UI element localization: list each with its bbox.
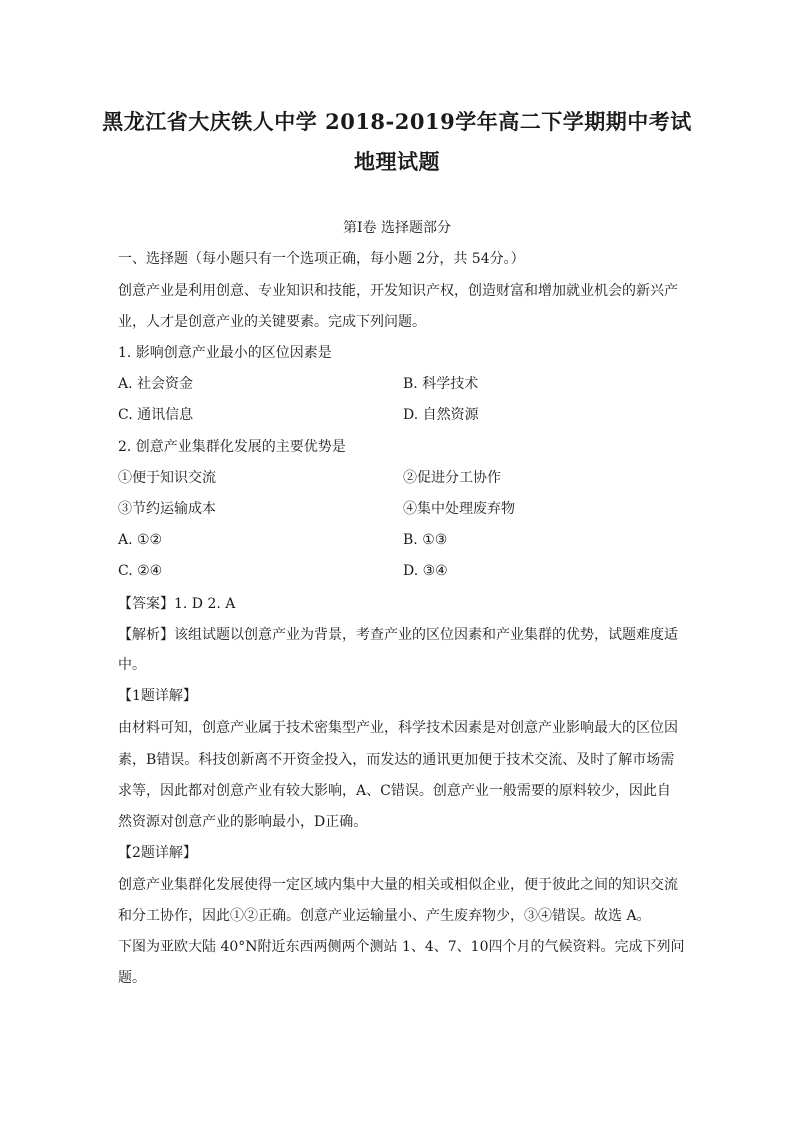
document-subtitle: 地理试题 (354, 149, 440, 174)
question-2-option-d: D. ③④ (403, 563, 448, 579)
detail-1-line-4: 然资源对创意产业的影响最小，D正确。 (118, 814, 368, 830)
detail-2-line-2: 和分工协作，因此①②正确。创意产业运输量小、产生废弃物少，③④错误。故选 A。 (118, 908, 651, 924)
answer-line: 【答案】1. D 2. A (118, 596, 236, 612)
question-1-option-d: D. 自然资源 (403, 407, 479, 423)
analysis-line-1: 【解析】该组试题以创意产业为背景，考查产业的区位因素和产业集群的优势，试题难度适 (118, 627, 678, 643)
analysis-line-2: 中。 (118, 657, 146, 673)
detail-1-line-3: 求等，因此都对创意产业有较大影响，A、C错误。创意产业一般需要的原料较少，因此自 (118, 783, 671, 799)
question-1-option-c: C. 通讯信息 (118, 407, 194, 423)
question-2-statement-3: ③节约运输成本 (118, 501, 216, 517)
intro-line-2: 业，人才是创意产业的关键要素。完成下列问题。 (118, 314, 426, 330)
question-1-option-b: B. 科学技术 (403, 376, 479, 392)
detail-2-heading: 【2题详解】 (118, 845, 197, 861)
part-heading: 一、选择题（每小题只有一个选项正确，每小题 2分，共 54分。） (118, 251, 525, 267)
section-heading: 第Ⅰ卷 选择题部分 (343, 220, 451, 236)
question-2-stem: 2. 创意产业集群化发展的主要优势是 (118, 439, 346, 455)
detail-2-line-1: 创意产业集群化发展使得一定区域内集中大量的相关或相似企业，便于彼此之间的知识交流 (118, 877, 678, 893)
document-title: 黑龙江省大庆铁人中学 2018-2019学年高二下学期期中考试 (102, 109, 692, 134)
question-2-statement-4: ④集中处理废弃物 (403, 501, 515, 517)
question-2-option-a: A. ①② (118, 532, 163, 548)
detail-1-heading: 【1题详解】 (118, 688, 197, 704)
question-2-option-b: B. ①③ (403, 532, 448, 548)
detail-1-line-2: 素，B错误。科技创新离不开资金投入，而发达的通讯更加便于技术交流、及时了解市场需 (118, 752, 675, 768)
detail-1-line-1: 由材料可知，创意产业属于技术密集型产业，科学技术因素是对创意产业影响最大的区位因 (118, 720, 678, 736)
question-1-stem: 1. 影响创意产业最小的区位因素是 (118, 345, 332, 361)
question-2-statement-2: ②促进分工协作 (403, 470, 501, 486)
next-intro-line-1: 下图为亚欧大陆 40°N附近东西两侧两个测站 1、4、7、10四个月的气候资料。完成下列问 (118, 939, 685, 955)
intro-line-1: 创意产业是利用创意、专业知识和技能，开发知识产权，创造财富和增加就业机会的新兴产 (118, 283, 678, 299)
next-intro-line-2: 题。 (118, 970, 146, 986)
question-2-option-c: C. ②④ (118, 563, 163, 579)
question-2-statement-1: ①便于知识交流 (118, 470, 216, 486)
question-1-option-a: A. 社会资金 (118, 376, 194, 392)
